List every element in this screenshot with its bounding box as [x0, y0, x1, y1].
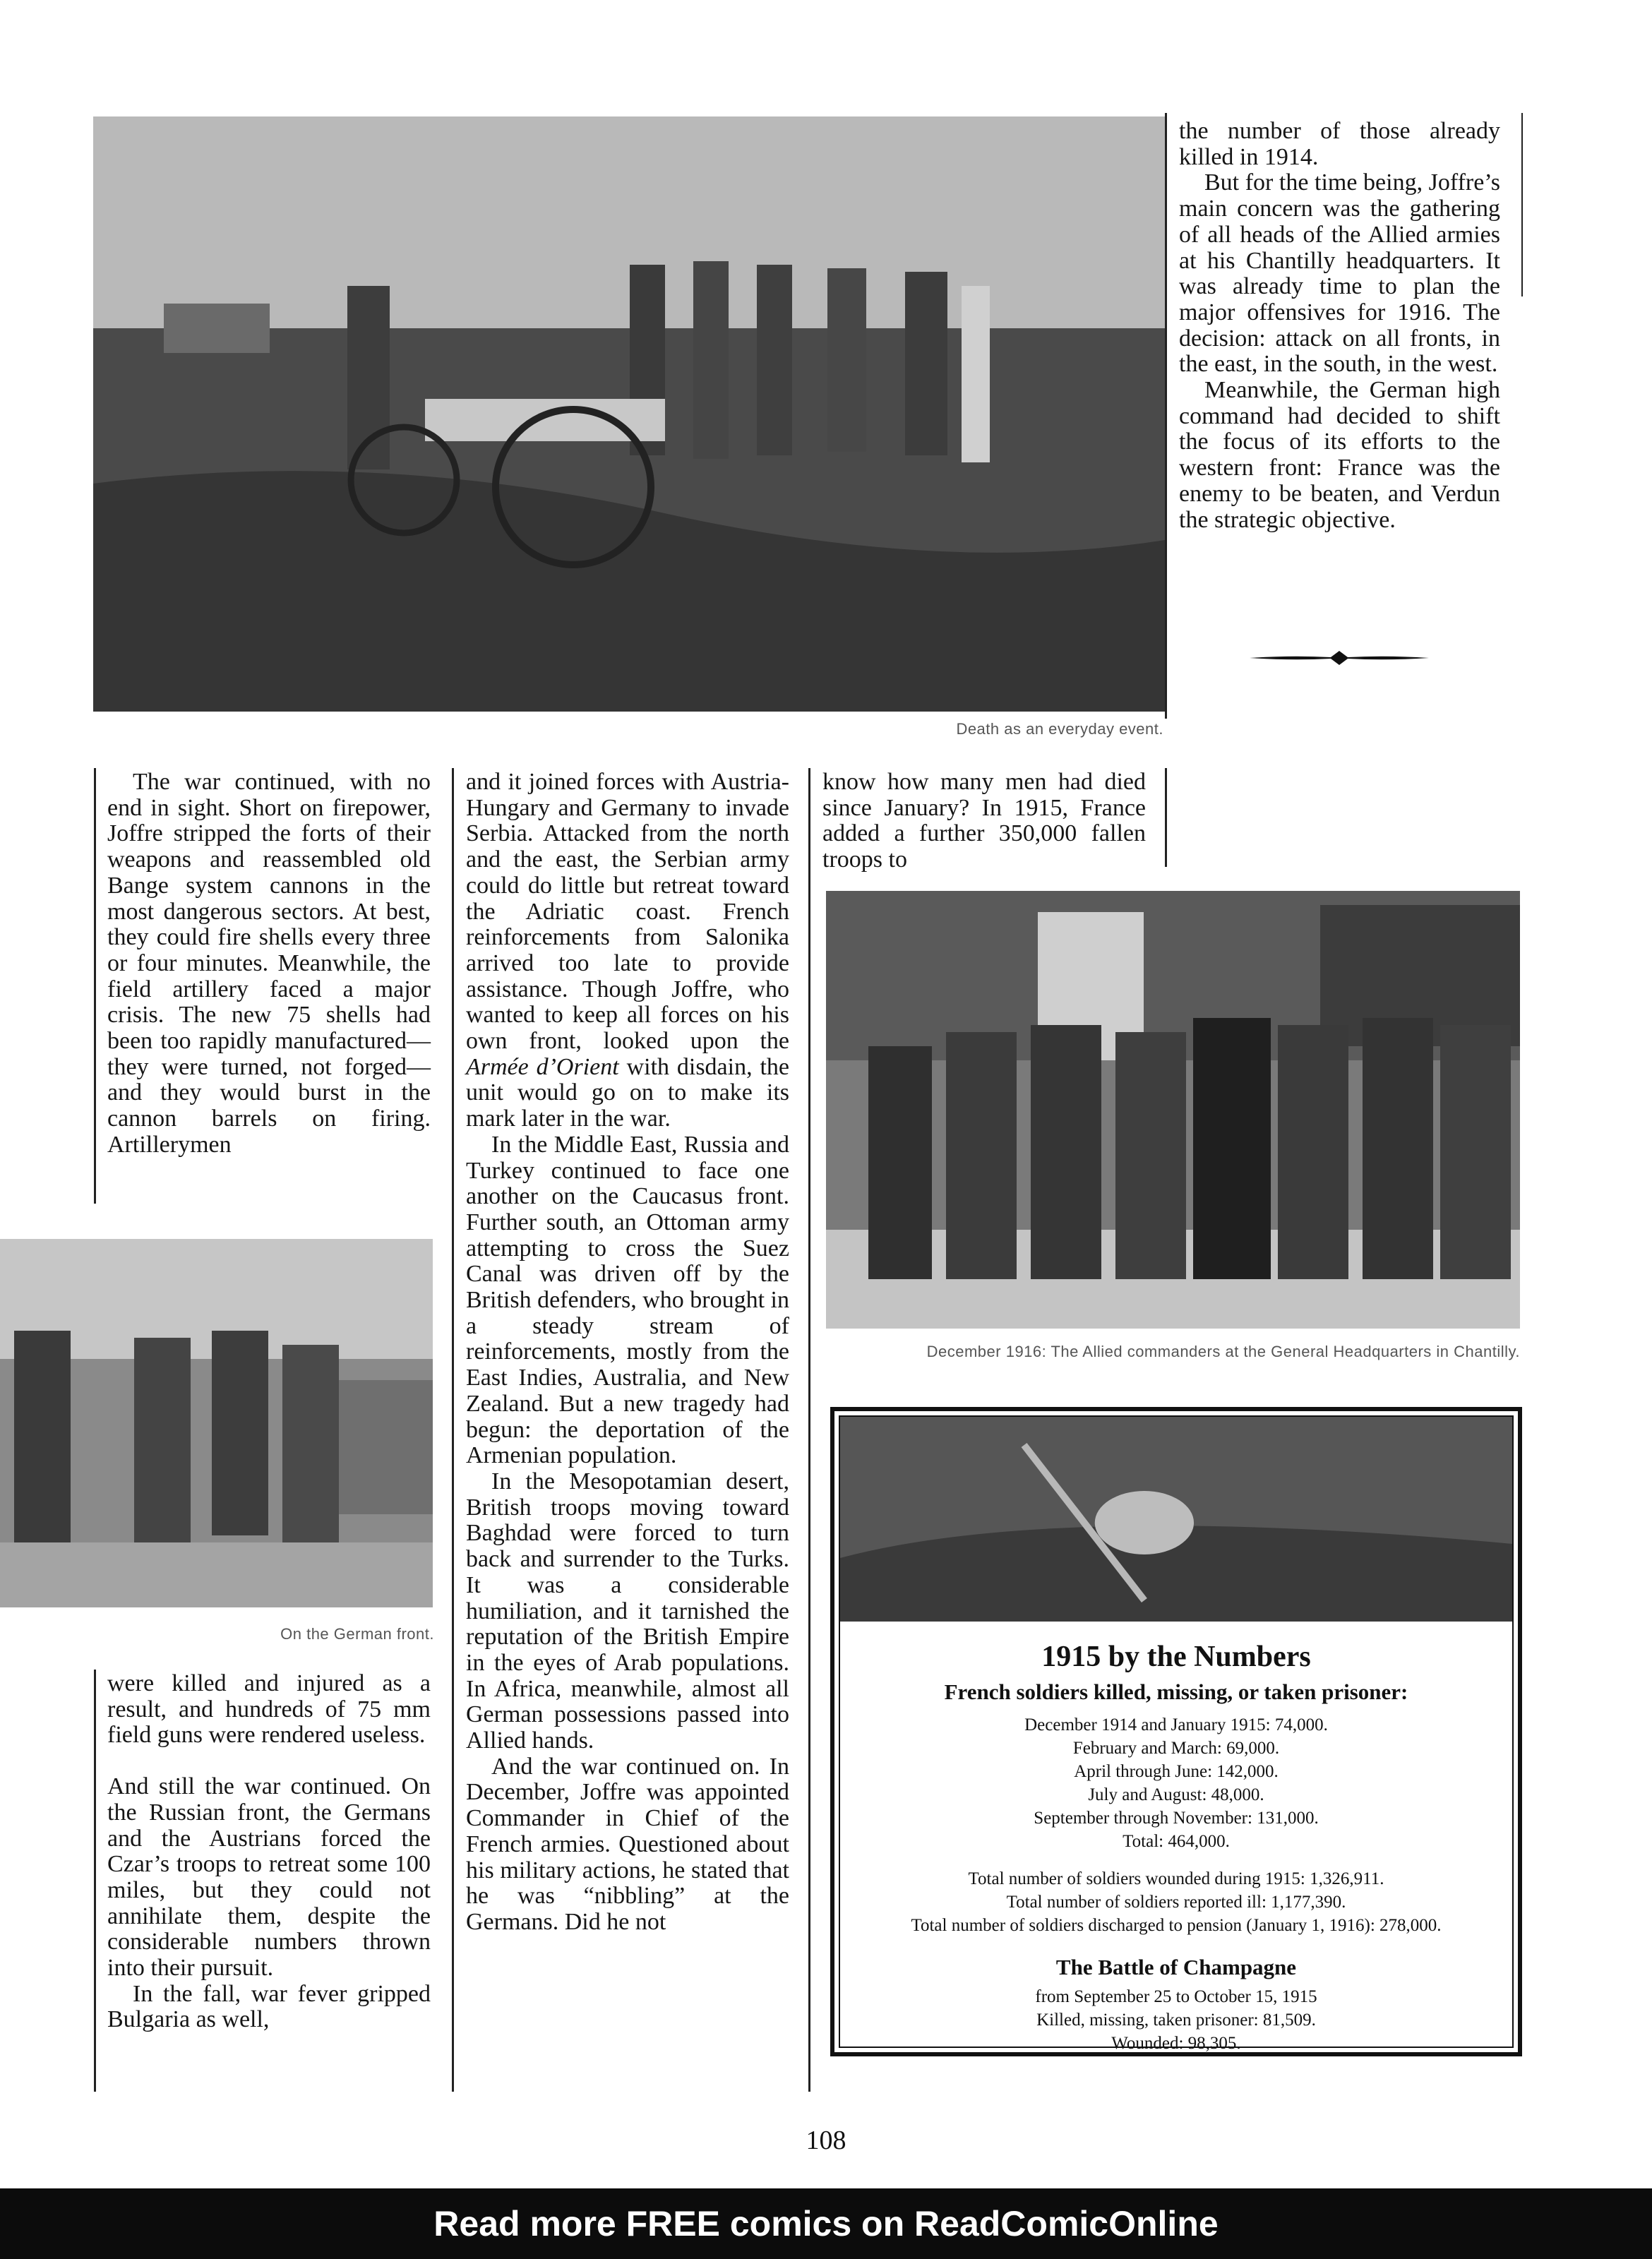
sidebar-subtitle: French soldiers killed, missing, or taken prisoner:	[944, 1679, 1408, 1704]
photo-soldiers-cart-illustration	[93, 116, 1165, 712]
text-run-italic: Armée d’Orient	[466, 1053, 619, 1080]
footer-banner[interactable]: Read more FREE comics on ReadComicOnline	[0, 2188, 1652, 2259]
paragraph: But for the time being, Joffre’s main concern was the gathering of all heads of the Allied armies at his Chantilly headquarters. It was already time to plan the major offensives for 1916. The decision: attack on all fronts, in the east, in the south, in the west.	[1179, 169, 1500, 378]
ornament-divider	[1250, 648, 1429, 668]
paragraph	[466, 769, 789, 1132]
sidebar-battle-line: Wounded: 98,305.	[1111, 2034, 1241, 2053]
sidebar-stat-line: February and March: 69,000.	[1072, 1739, 1280, 1758]
column-rule-col2	[452, 768, 454, 2092]
sidebar-battle-heading: The Battle of Champagne	[1055, 1955, 1297, 1979]
sidebar-stat-line: Total number of soldiers discharged to pension (January 1, 1916): 278,000.	[911, 1916, 1442, 1935]
sidebar-stat-line: April through June: 142,000.	[1074, 1762, 1279, 1781]
sidebar-photo-hand-illustration	[840, 1417, 1512, 1622]
paragraph: In the Mesopotamian desert, British troops moving toward Baghdad were forced to turn back and surrender to the Turks. It was a considerable humiliation, and it tarnished the reputation of the British Empire in the eyes of Arab populations. In Africa, meanwhile, almost all German possessions passed into Allied hands.	[466, 1468, 789, 1754]
photo-caption-commanders: December 1916: The Allied commanders at the General Headquarters in Chantilly.	[926, 1343, 1520, 1360]
photo-german-front-illustration	[0, 1239, 433, 1607]
photo-soldiers-cart	[93, 116, 1165, 712]
sidebar-inner-frame	[839, 1415, 1514, 2053]
sidebar-box	[830, 1407, 1522, 2056]
column-rule-col1-top	[94, 768, 96, 1204]
photo-allied-commanders	[826, 891, 1520, 1329]
paragraph: In the Middle East, Russia and Turkey continued to face one another on the Caucasus front. Further south, an Ottoman army attempting to cross the Suez Canal was driven off by the British defenders, who brought in a steady stream of reinforcements, mostly from the East Indies, Australia, and New Zealand. But a new tragedy had begun: the deportation of the Armenian population.	[466, 1131, 789, 1469]
sidebar-photo-hand	[840, 1417, 1512, 1622]
photo-german-front	[0, 1239, 433, 1607]
article-column-2	[466, 769, 789, 1936]
column-rule-col3-outer	[1165, 768, 1167, 867]
column-rule-col1-bottom	[94, 1670, 96, 2092]
text-run: with disdain, the unit would go on to make its mark later in the war.	[466, 1053, 790, 1132]
sidebar-title: 1915 by the Numbers	[1041, 1641, 1311, 1673]
article-column-1-top	[107, 769, 431, 1158]
paragraph: The war continued, with no end in sight. Short on firepower, Joffre stripped the forts of their weapons and reassembled old Bange system cannons in the most dangerous sectors. At best, they could fire shells every three or four minutes. Meanwhile, the field artillery faced a major crisis. The new 75 shells had been too rapidly manufactured—they were turned, not forged—and they would burst in the cannon barrels on firing. Artillerymen	[107, 769, 431, 1158]
column-rule-right	[1165, 113, 1167, 719]
sidebar-stat-line: Total number of soldiers wounded during 1915: 1,326,911.	[968, 1869, 1384, 1888]
article-column-3-top	[822, 769, 1146, 873]
sidebar-stat-line: July and August: 48,000.	[1088, 1785, 1264, 1804]
article-column-right-top	[1179, 119, 1500, 533]
sidebar-stat-line: Total: 464,000.	[1123, 1832, 1230, 1851]
photo-caption-german-front: On the German front.	[280, 1625, 434, 1643]
sidebar-battle-line: from September 25 to October 15, 1915	[1035, 1987, 1317, 2006]
sidebar-stat-line: September through November: 131,000.	[1034, 1809, 1319, 1828]
photo-caption-top: Death as an everyday event.	[956, 720, 1163, 738]
paragraph: And still the war continued. On the Russian front, the Germans and the Austrians forced the Czar’s troops to retreat some 100 miles, but they could not annihilate them, despite the considerable numbers thrown into their pursuit.	[107, 1773, 431, 1982]
sidebar-stat-line: Total number of soldiers reported ill: 1,177,390.	[1006, 1893, 1346, 1912]
page-number: 108	[806, 2126, 846, 2155]
paragraph: know how many men had died since January? In 1915, France added a further 350,000 fallen troops to	[822, 769, 1146, 873]
photo-allied-commanders-illustration	[826, 891, 1520, 1329]
paragraph: were killed and injured as a result, and hundreds of 75 mm field guns were rendered useless.	[107, 1670, 431, 1749]
paragraph: And the war continued on. In December, Joffre was appointed Commander in Chief of the French armies. Questioned about his military actions, he stated that he was “nibbling” at the Germans. Did he not	[466, 1753, 789, 1935]
column-rule-col3	[808, 768, 810, 2092]
text-run: and it joined forces with Austria-Hungary and Germany to invade Serbia. Attacked from the north and the east, the Serbian army could do little but retreat toward the Adriatic coast. French reinforcements from Salonika arrived too late to provide assistance. Though Joffre, who wanted to keep all forces on his own front, looked upon the	[466, 769, 789, 1055]
column-rule-right-outer	[1521, 113, 1523, 296]
article-column-1-bottom	[107, 1671, 431, 2033]
paragraph: Meanwhile, the German high command had decided to shift the focus of its efforts to the western front: France was the enemy to be beaten, and Verdun the strategic objective.	[1179, 377, 1500, 533]
paragraph: In the fall, war fever gripped Bulgaria as well,	[107, 1980, 431, 2033]
sidebar-battle-line: Killed, missing, taken prisoner: 81,509.	[1036, 2011, 1316, 2030]
paragraph: the number of those already killed in 1914.	[1179, 118, 1500, 170]
sidebar-stat-line: December 1914 and January 1915: 74,000.	[1024, 1715, 1328, 1734]
